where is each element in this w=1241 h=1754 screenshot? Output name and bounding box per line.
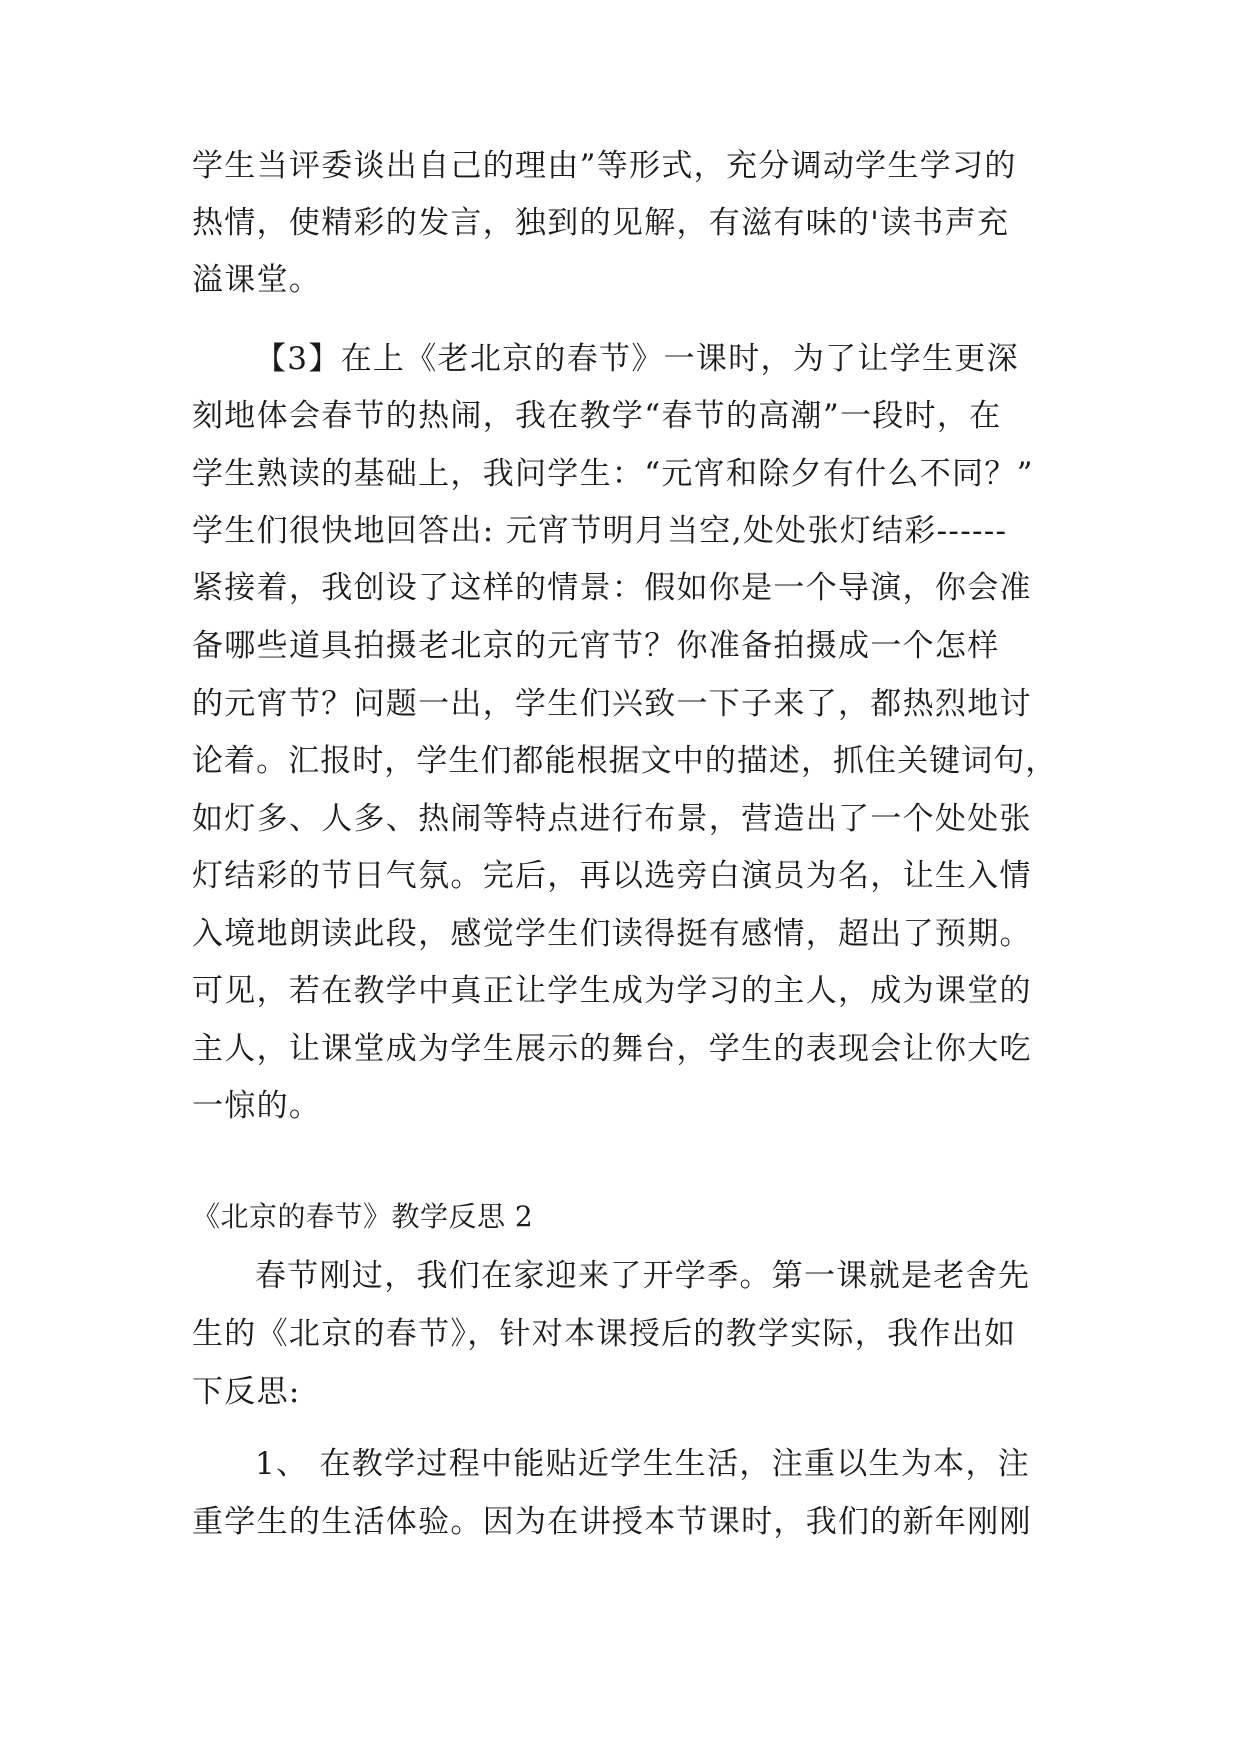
- paragraph-line: 生的《北京的春节》，针对本课授后的教学实际，我作出如: [192, 1316, 1017, 1352]
- paragraph-line: 论着。汇报时，学生们都能根据文中的描述，抓住关键词句，: [192, 743, 1058, 779]
- paragraph-line: 下反思:: [192, 1374, 301, 1410]
- paragraph-line: 热情，使精彩的发言，独到的见解，有滋有味的'读书声充: [192, 205, 1010, 241]
- paragraph-line: 主人，让课堂成为学生展示的舞台，学生的表现会让你大吃: [192, 1031, 1032, 1067]
- paragraph-line: 1、 在教学过程中能贴近学生生活，注重以生为本，注: [255, 1446, 1031, 1482]
- paragraph-line: 入境地朗读此段，感觉学生们读得挺有感情，超出了预期。: [192, 916, 1032, 952]
- paragraph-line: 的元宵节？问题一出，学生们兴致一下子来了，都热烈地讨: [192, 686, 1032, 722]
- paragraph-line: 紧接着，我创设了这样的情景：假如你是一个导演，你会准: [192, 570, 1032, 606]
- paragraph-line: 春节刚过，我们在家迎来了开学季。第一课就是老舍先: [255, 1258, 1031, 1294]
- paragraph-line: 学生当评委谈出自己的理由”等形式，充分调动学生学习的: [192, 148, 1017, 184]
- paragraph-line: 重学生的生活体验。因为在讲授本节课时，我们的新年刚刚: [192, 1504, 1032, 1540]
- paragraph-line: 如灯多、人多、热闹等特点进行布景，营造出了一个处处张: [192, 801, 1032, 837]
- paragraph-line: 学生熟读的基础上，我问学生：“元宵和除夕有什么不同？”: [192, 456, 1034, 492]
- paragraph-line: 【3】在上《老北京的春节》一课时，为了让学生更深: [255, 341, 1019, 377]
- paragraph-line: 溢课堂。: [192, 262, 322, 298]
- paragraph-line: 学生们很快地回答出: 元宵节明月当空,处处张灯结彩------: [192, 513, 1008, 549]
- paragraph-line: 可见，若在教学中真正让学生成为学习的主人，成为课堂的: [192, 973, 1032, 1009]
- paragraph-line: 备哪些道具拍摄老北京的元宵节？你准备拍摄成一个怎样: [192, 628, 1000, 664]
- paragraph-line: 一惊的。: [192, 1088, 322, 1124]
- paragraph-line: 灯结彩的节日气氛。完后，再以选旁白演员为名，让生入情: [192, 858, 1032, 894]
- paragraph-line: 刻地体会春节的热闹，我在教学“春节的高潮”一段时，在: [192, 398, 1002, 434]
- section-heading: 《北京的春节》教学反思 2: [192, 1200, 534, 1233]
